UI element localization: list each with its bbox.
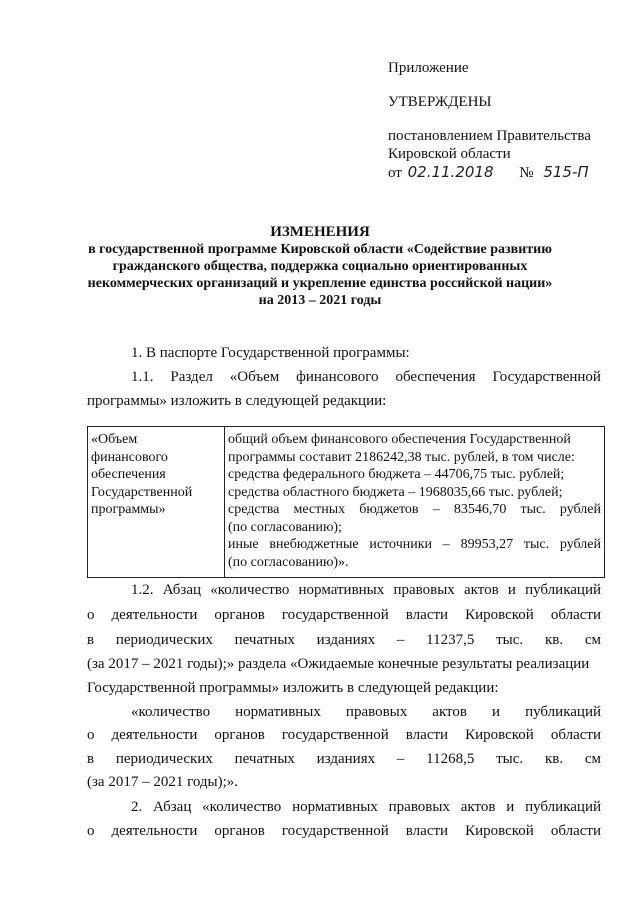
- paragraph-1: 1. В паспорте Государственной программы:: [131, 345, 410, 361]
- paragraph-1-2-line-3: в периодических печатных изданиях – 11237,5 тыс. кв. см: [87, 632, 601, 648]
- paragraph-1-1-line-2: программы» изложить в следующей редакции:: [87, 393, 387, 409]
- handwritten-date: 02.11.2018: [407, 163, 494, 181]
- paragraph-2-line-2: о деятельности органов государственной власти Кировской области: [87, 823, 601, 839]
- word: Раздел: [170, 369, 213, 385]
- label-line: финансового: [91, 449, 168, 465]
- decree-date-line: [388, 163, 589, 182]
- word: «Объем: [229, 369, 280, 385]
- title-line-4: на 2013 – 2021 годы: [258, 293, 382, 308]
- table-row: [88, 427, 605, 578]
- decree-line-2: Кировской области: [388, 146, 511, 162]
- quote-line-1: «количество нормативных правовых актов и публикаций: [131, 704, 601, 720]
- label-line: обеспечения: [91, 467, 166, 482]
- label-line: Государственной: [91, 484, 193, 500]
- quote-line-3: в периодических печатных изданиях – 11268,5 тыс. кв. см: [87, 751, 601, 767]
- paragraph-1-2-line-4: (за 2017 – 2021 годы);» раздела «Ожидаемые конечные результаты реализации: [87, 656, 590, 672]
- paragraph-1-2-line-1: 1.2. Абзац «количество нормативных правовых актов и публикаций: [131, 582, 601, 598]
- finance-table: [87, 426, 605, 578]
- value-line: средства местных бюджетов – 83546,70 тыс. рублей: [228, 502, 601, 517]
- quote-line-4: (за 2017 – 2021 годы);».: [87, 774, 239, 790]
- table-value-cell: [225, 427, 605, 578]
- handwritten-number: 515-П: [543, 163, 589, 181]
- paragraph-1-1-line-1: [131, 369, 601, 386]
- title-line-2: гражданского общества, поддержка социально ориентированных: [112, 259, 528, 274]
- table-label-cell: [88, 427, 225, 578]
- from-label: от: [388, 165, 402, 181]
- label-line: «Объем: [91, 432, 138, 447]
- value-line: (по согласованию);: [228, 519, 342, 535]
- appendix-label: Приложение: [388, 60, 469, 76]
- value-line: общий объем финансового обеспечения Государственной: [228, 432, 571, 447]
- quote-line-2: о деятельности органов государственной власти Кировской области: [87, 727, 601, 743]
- decree-line-1: постановлением Правительства: [388, 128, 591, 144]
- document-heading: ИЗМЕНЕНИЯ: [270, 224, 370, 240]
- paragraph-2-line-1: 2. Абзац «количество нормативных правовых актов и публикаций: [131, 799, 601, 815]
- word: обеспечения: [395, 369, 476, 385]
- paragraph-1-2-line-5: Государственной программы» изложить в следующей редакции:: [87, 680, 499, 696]
- value-line: иные внебюджетные источники – 89953,27 тыс. рублей: [228, 537, 601, 552]
- value-line: средства федерального бюджета – 44706,75 тыс. рублей;: [228, 467, 565, 482]
- approved-label: УТВЕРЖДЕНЫ: [388, 94, 492, 110]
- title-line-3: некоммерческих организаций и укрепление единства российской нации»: [87, 276, 553, 291]
- value-line: программы составит 2186242,38 тыс. рублей, в том числе:: [228, 449, 575, 465]
- word: Государственной: [492, 369, 601, 385]
- label-line: программы»: [91, 502, 166, 517]
- word: финансового: [296, 369, 379, 385]
- number-label: №: [519, 165, 534, 181]
- title-line-1: в государственной программе Кировской области «Содействие развитию: [88, 242, 552, 257]
- word: 1.1.: [131, 369, 154, 385]
- value-line: (по согласованию)».: [228, 554, 349, 570]
- paragraph-1-2-line-2: о деятельности органов государственной власти Кировской области: [87, 607, 601, 623]
- value-line: средства областного бюджета – 1968035,66 тыс. рублей;: [228, 484, 563, 500]
